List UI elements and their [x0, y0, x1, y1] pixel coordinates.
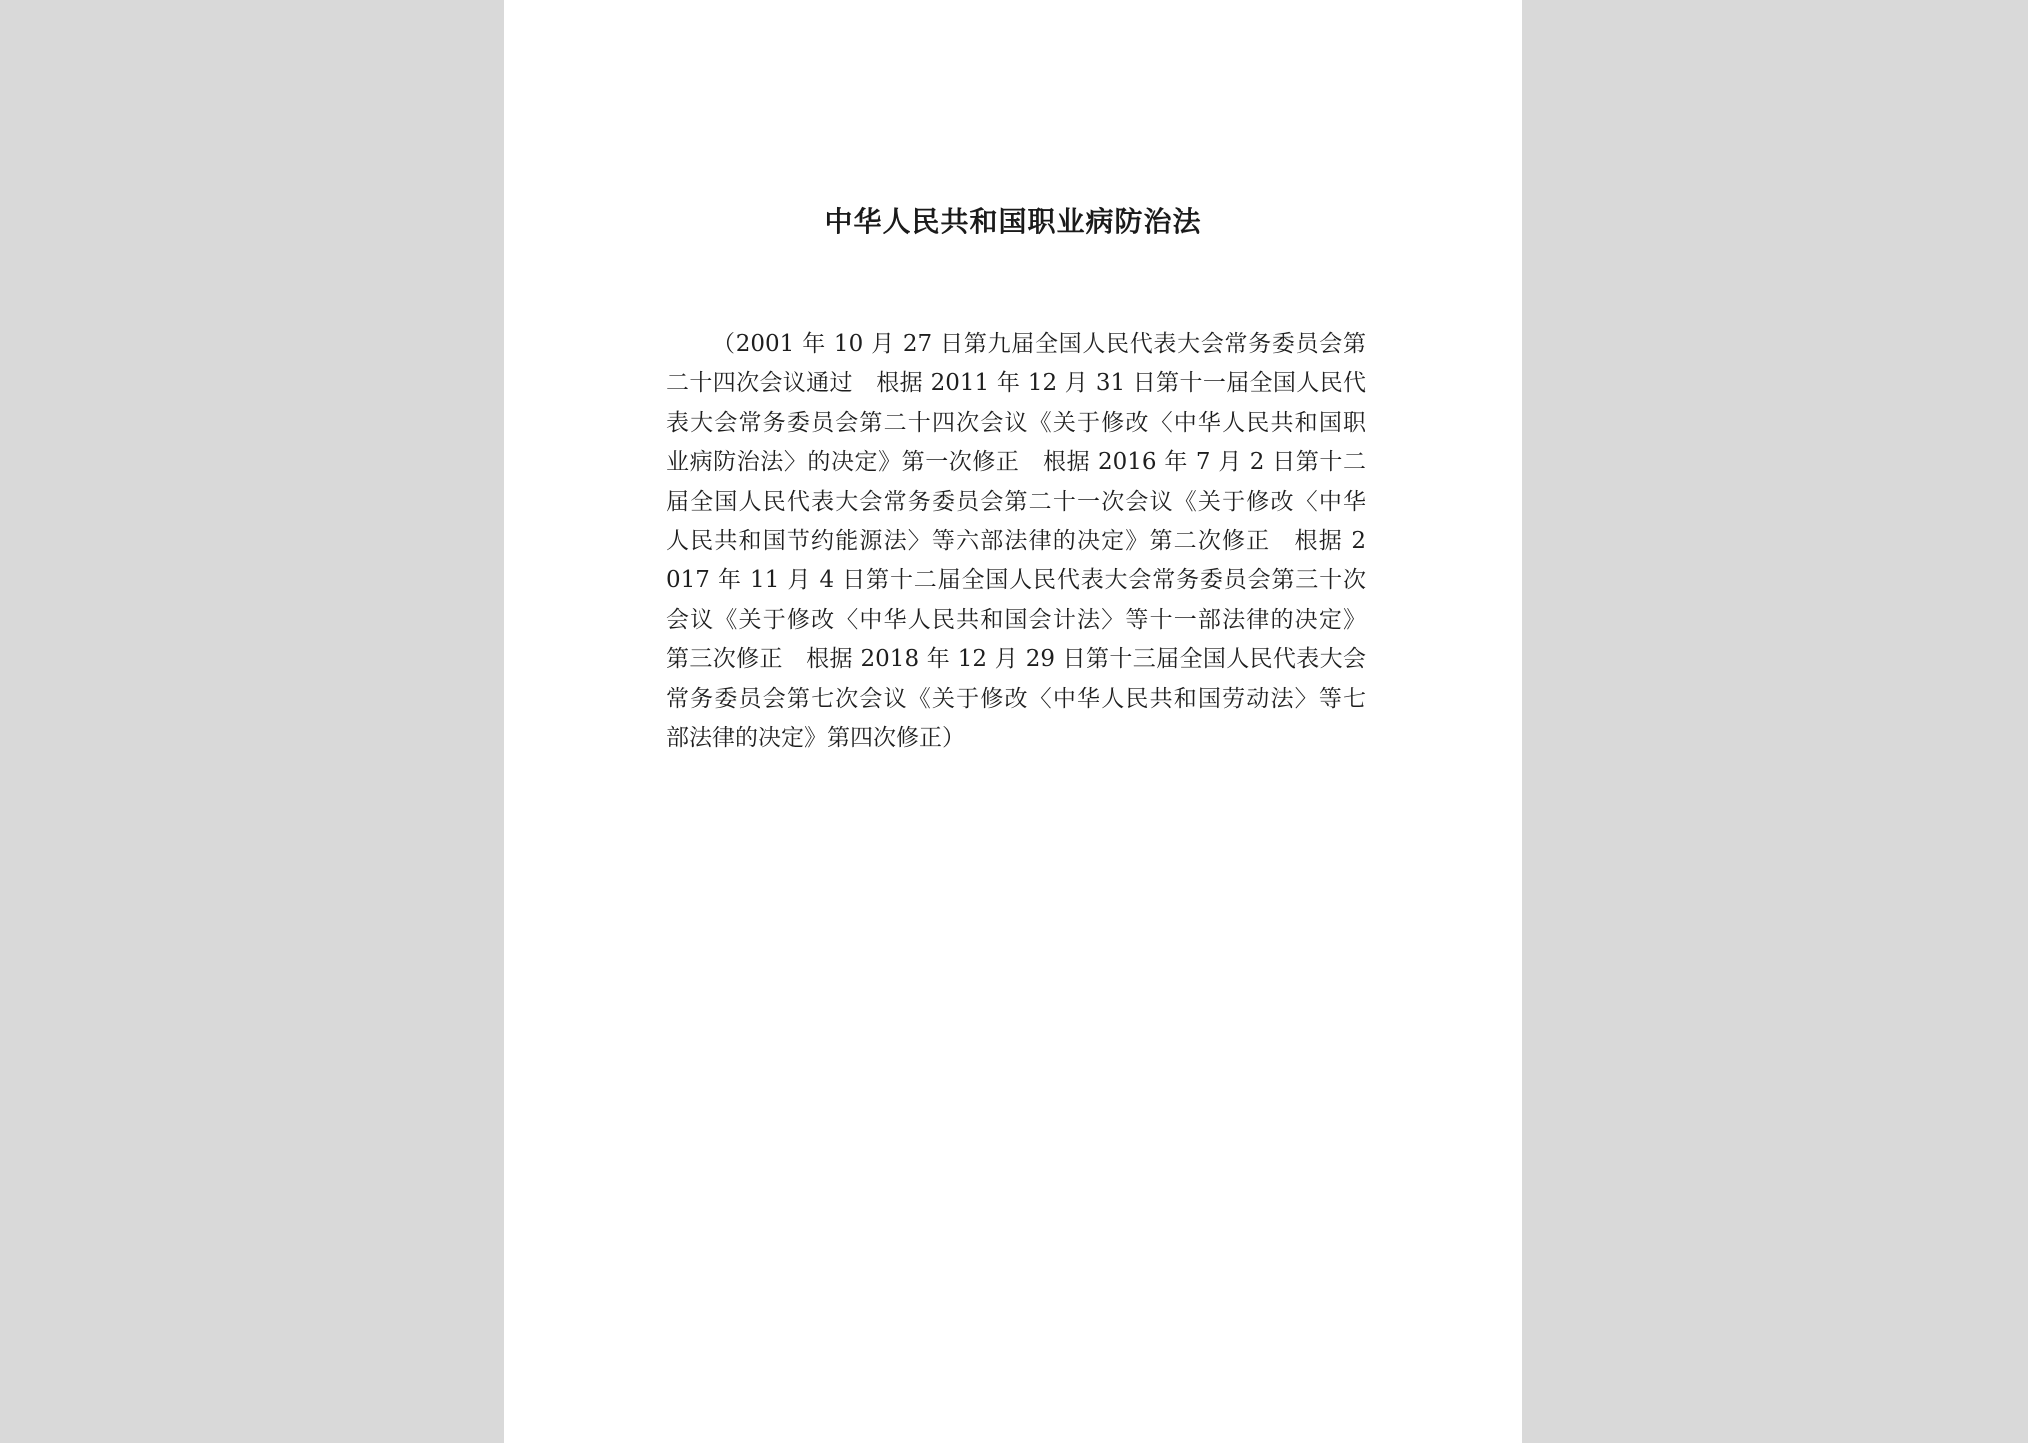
note-line: 表大会常务委员会第二十四次会议《关于修改〈中华人民共和国职 — [666, 409, 1366, 436]
document-title: 中华人民共和国职业病防治法 — [824, 205, 1202, 238]
note-line: 届全国人民代表大会常务委员会第二十一次会议《关于修改〈中华 — [666, 488, 1366, 515]
note-line: 业病防治法〉的决定》第一次修正 根据 2016 年 7 月 2 日第十二 — [666, 449, 1366, 476]
document-page — [504, 0, 1522, 1443]
amendment-note — [666, 325, 1366, 758]
note-line: （2001 年 10 月 27 日第九届全国人民代表大会常务委员会第 — [712, 331, 1366, 357]
note-line: 017 年 11 月 4 日第十二届全国人民代表大会常务委员会第三十次 — [666, 567, 1366, 594]
note-line: 第三次修正 根据 2018 年 12 月 29 日第十三届全国人民代表大会 — [666, 646, 1366, 673]
note-line: 部法律的决定》第四次修正） — [666, 724, 965, 751]
note-line: 会议《关于修改〈中华人民共和国会计法〉等十一部法律的决定》 — [666, 606, 1366, 633]
note-line: 常务委员会第七次会议《关于修改〈中华人民共和国劳动法〉等七 — [666, 685, 1366, 712]
note-line: 人民共和国节约能源法〉等六部法律的决定》第二次修正 根据 2 — [666, 527, 1366, 554]
note-line: 二十四次会议通过 根据 2011 年 12 月 31 日第十一届全国人民代 — [666, 370, 1366, 397]
